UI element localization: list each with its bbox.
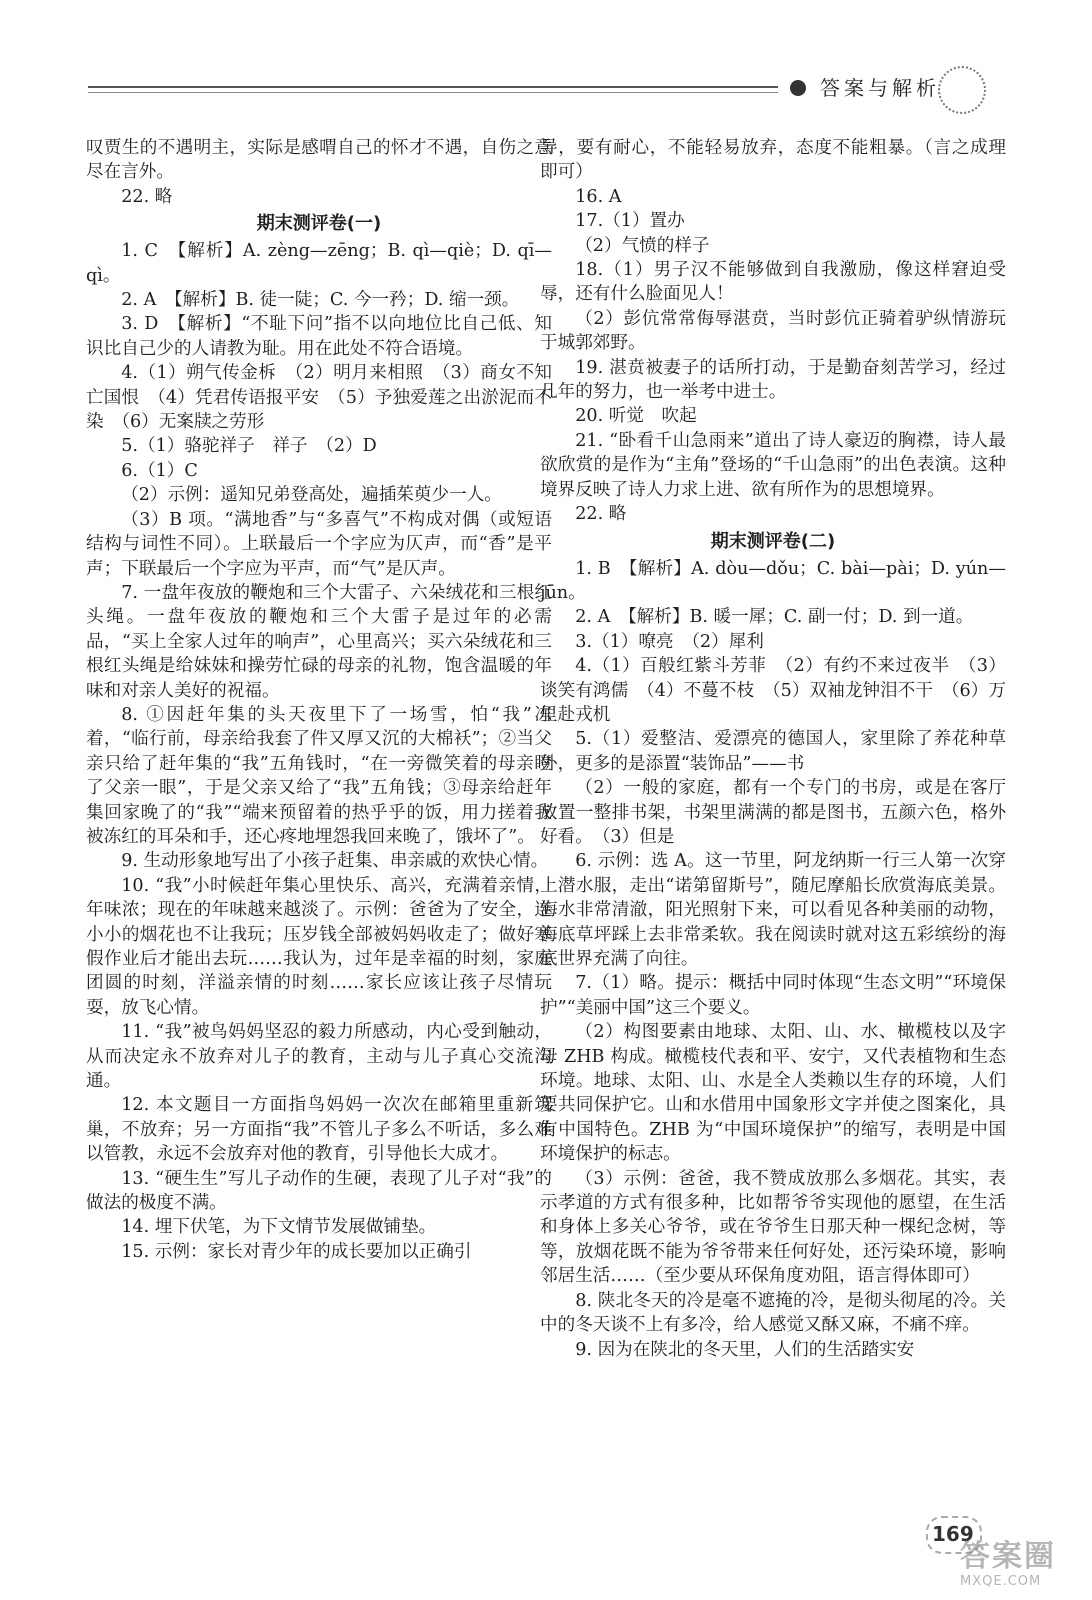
- answer-paragraph: 叹贾生的不遇明主，实际是感喟自己的怀才不遇，自伤之意尽在言外。: [86, 138, 552, 183]
- section-heading: 期末测评卷(二): [710, 530, 836, 552]
- answer-paragraph: 12. 本文题目一方面指鸟妈妈一次次在邮箱里重新筑巢，不放弃；另一方面指“我”不管儿子多么不听话，多么难以管教，永远不会放弃对他的教育，引导他长大成才。: [86, 1095, 552, 1165]
- answer-paragraph: 11. “我”被鸟妈妈坚忍的毅力所感动，内心受到触动，从而决定永不放弃对儿子的教育，主动与儿子真心交流沟通。: [86, 1022, 552, 1092]
- answer-paragraph: （2）一般的家庭，都有一个专门的书房，或是在客厅放置一整排书架，书架里满满的都是图书，五颜六色，格外好看。 （3）但是: [540, 778, 1006, 847]
- answer-paragraph: 1. B 【解析】A. dòu—dǒu；C. bài—pài；D. yún—jūn。: [540, 558, 1006, 603]
- answer-paragraph: 9. 生动形象地写出了小孩子赶集、串亲戚的欢快心情。: [121, 851, 549, 872]
- answer-paragraph: 22. 略: [575, 504, 627, 525]
- answer-paragraph: （2）彭伉常常侮辱湛贲，当时彭伉正骑着驴纵情游玩于城郭郊野。: [540, 308, 1006, 354]
- watermark-sub: MXQE.COM: [960, 1574, 1042, 1589]
- answer-paragraph: 8. 陕北冬天的冷是毫不遮掩的冷，是彻头彻尾的冷。关中的冬天谈不上有多冷，给人感觉又酥又麻，不痛不痒。: [540, 1290, 1006, 1336]
- answer-paragraph: 15. 示例：家长对青少年的成长要加以正确引: [121, 1241, 472, 1262]
- right-column: [540, 136, 1006, 1362]
- header-bullet-icon: [790, 80, 806, 96]
- answer-paragraph: （2）构图要素由地球、太阳、山、水、橄榄枝以及字母 ZHB 构成。橄榄枝代表和平、安宁，又代表植物和生态环境。地球、太阳、山、水是全人类赖以生存的环境，人们要共同保护它。山和水借用中国象形文字并使之图案化，具有中国特色。ZHB 为“中国环境保护”的缩写，表明是中国环境保护的标志。: [540, 1022, 1006, 1165]
- answer-paragraph: 2. A 【解析】B. 暖一犀；C. 副一付；D. 到一道。: [575, 607, 974, 628]
- header-title: 答案与解析: [820, 76, 940, 100]
- answer-paragraph: 22. 略: [121, 186, 173, 207]
- page-number: 169: [932, 1522, 974, 1546]
- answer-paragraph: 20. 听觉 吹起: [575, 406, 697, 427]
- answer-paragraph: （3）B 项。“满地香”与“多喜气”不构成对偶（或短语结构与词性不同）。上联最后一个字应为仄声，而“香”是平声；下联最后一个字应为平声，而“气”是仄声。: [86, 509, 552, 579]
- answer-paragraph: 10. “我”小时候赶年集心里快乐、高兴，充满着亲情，年味浓；现在的年味越来越淡了。示例：爸爸为了安全，连小小的烟花也不让我玩；压岁钱全部被妈妈收走了；做好寒假作业后才能出去玩……我认为，过年是幸福的时刻，家庭团圆的时刻，洋溢亲情的时刻……家长应该让孩子尽情玩耍，放飞心情。: [86, 875, 552, 1018]
- answer-paragraph: 6.（1）C: [121, 460, 198, 481]
- left-column: [86, 136, 552, 1264]
- answer-paragraph: 18.（1）男子汉不能够做到自我激励，像这样窘迫受辱，还有什么脸面见人！: [540, 260, 1006, 305]
- answer-paragraph: 14. 埋下伏笔，为下文情节发展做铺垫。: [121, 1217, 437, 1238]
- answer-paragraph: 8. ①因赶年集的头天夜里下了一场雪，怕“我”冻着，“临行前，母亲给我套了件又厚又沉的大棉袄”；②当父亲只给了赶年集的“我”五角钱时，“在一旁微笑着的母亲瞪了父亲一眼”，于是父亲又给了“我”五角钱；③母亲给赶年集回家晚了的“我”“端来预留着的热乎乎的饭，用力搓着我被冻红的耳朵和手，还心疼地埋怨我回来晚了，饿坏了”。: [86, 704, 552, 847]
- answer-paragraph: 7.（1）略。提示：概括中同时体现“生态文明”“环境保护”“美丽中国”这三个要义。: [540, 973, 1006, 1018]
- answer-paragraph: 7. 一盘年夜放的鞭炮和三个大雷子、六朵绒花和三根红头绳。一盘年夜放的鞭炮和三个大雷子是过年的必需品，“买上全家人过年的响声”，心里高兴；买六朵绒花和三根红头绳是给妹妹和操劳忙碌的母亲的礼物，饱含温暖的年味和对亲人美好的祝福。: [86, 582, 552, 701]
- answer-paragraph: 1. C 【解析】A. zèng—zēng；B. qì—qiè；D. qī—qì。: [86, 241, 552, 286]
- answer-paragraph: 21. “卧看千山急雨来”道出了诗人豪迈的胸襟，诗人最欲欣赏的是作为“主角”登场的“千山急雨”的出色表演。这种境界反映了诗人力求上进、欲有所作为的思想境界。: [540, 430, 1006, 500]
- answer-paragraph: 17.（1）置办: [575, 211, 685, 232]
- answer-paragraph: 4.（1）朔气传金柝 （2）明月来相照 （3）商女不知亡国恨 （4）凭君传语报平安 （5）予独爱莲之出淤泥而不染 （6）无案牍之劳形: [86, 363, 552, 433]
- answer-paragraph: 5.（1）爱整洁、爱漂亮的德国人，家里除了养花种草外，更多的是添置“装饰品”——书: [540, 729, 1006, 774]
- answer-paragraph: 6. 示例：选 A。这一节里，阿龙纳斯一行三人第一次穿上潜水服，走出“诺第留斯号”，随尼摩船长欣赏海底美景。海水非常清澈，阳光照射下来，可以看见各种美丽的动物，海底草坪踩上去非常柔软。我在阅读时就对这五彩缤纷的海底世界充满了向往。: [540, 851, 1006, 969]
- answer-paragraph: （3）示例：爸爸，我不赞成放那么多烟花。其实，表示孝道的方式有很多种，比如帮爷爷实现他的愿望，在生活和身体上多关心爷爷，或在爷爷生日那天种一棵纪念树，等等，放烟花既不能为爷爷带来任何好处，还污染环境，影响邻居生活……（至少要从环保角度劝阻，语言得体即可）: [540, 1168, 1006, 1287]
- answer-paragraph: 3.（1）嘹亮 （2）犀利: [575, 631, 764, 652]
- answer-paragraph: 3. D 【解析】“不耻下问”指不以向地位比自己低、知识比自己少的人请教为耻。用在此处不符合语境。: [86, 314, 552, 359]
- answer-paragraph: （2）气愤的样子: [575, 235, 710, 256]
- answer-paragraph: 导，要有耐心，不能轻易放弃，态度不能粗暴。（言之成理即可）: [540, 138, 1006, 183]
- answer-paragraph: 13. “硬生生”写儿子动作的生硬，表现了儿子对“我”的做法的极度不满。: [86, 1168, 552, 1214]
- watermark-logo: [960, 1540, 1080, 1596]
- section-heading: 期末测评卷(一): [256, 213, 382, 235]
- answer-paragraph: 19. 湛贲被妻子的话所打动，于是勤奋刻苦学习，经过几年的努力，也一举考中进士。: [540, 357, 1006, 403]
- answer-paragraph: 2. A 【解析】B. 徒一陡；C. 今一矜；D. 缩一颈。: [121, 290, 520, 311]
- header-rule: [88, 86, 778, 93]
- sun-ornament-icon: [938, 66, 986, 114]
- answer-paragraph: 4.（1）百般红紫斗芳菲 （2）有约不来过夜半 （3）谈笑有鸿儒 （4）不蔓不枝 （5）双袖龙钟泪不干 （6）万里赴戎机: [540, 656, 1006, 725]
- answer-paragraph: 5.（1）骆驼祥子 祥子 （2）D: [121, 436, 377, 457]
- answer-paragraph: （2）示例：遥知兄弟登高处，遍插茱萸少一人。: [121, 485, 502, 506]
- answer-paragraph: 9. 因为在陕北的冬天里，人们的生活踏实安: [575, 1339, 915, 1360]
- watermark-main: 答案圈: [960, 1539, 1056, 1574]
- answer-paragraph: 16. A: [575, 186, 622, 207]
